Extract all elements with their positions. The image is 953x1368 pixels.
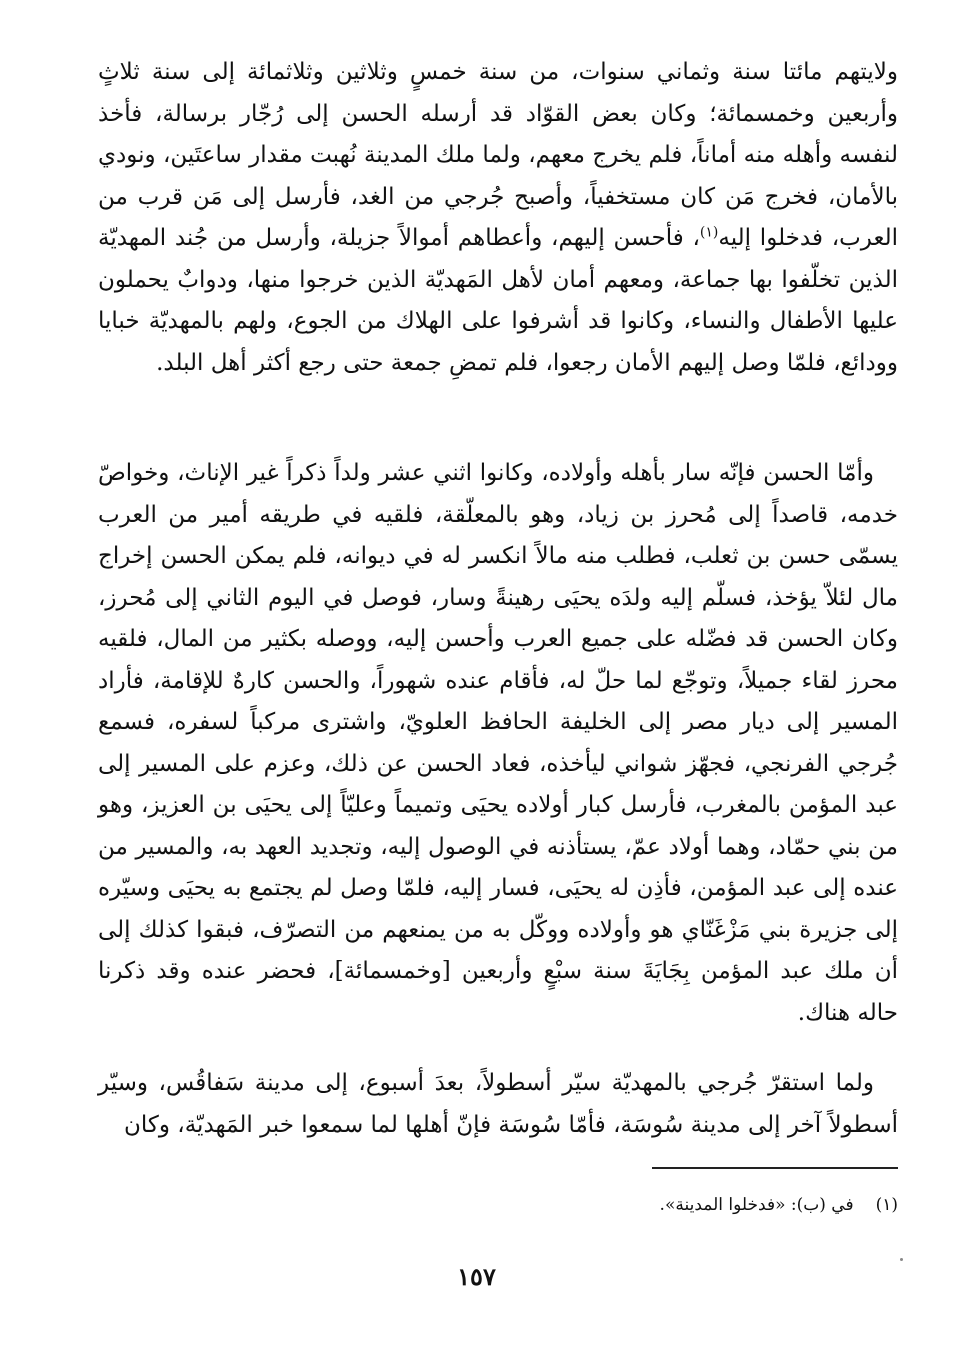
scan-speck: [900, 1258, 903, 1261]
footnote-number: (١): [875, 1195, 898, 1215]
paragraph-3: [98, 1063, 898, 1146]
footnote-divider: [652, 1167, 898, 1169]
paragraph-3-text: ولما استقرّ جُرجي بالمهديّة سيّر أسطولاً، بعدَ أسبوع، إلى مدينة سَفاقُس، وسيّر أسطولاً آخر إلى مدينة سُوسَة، فأمّا سُوسَة فإنّ أهلها لما سمعوا خبر المَهديّة، وكان: [98, 1070, 898, 1138]
footnote-reference: (١): [699, 224, 719, 241]
footnote-text: في (ب): «فدخلوا المدينة».: [659, 1195, 854, 1215]
paragraph-1: [98, 52, 898, 384]
paragraph-1-text: [98, 52, 898, 384]
paragraph-1-part-a: ولايتهم مائتا سنة وثماني سنوات، من سنة خمسٍ وثلاثين وثلاثمائة إلى سنة ثلاثٍ وأربعين وخمسمائة؛ وكان بعض القوّاد قد أرسله الحسن إلى رُجّار برسالة، فأخذ لنفسه وأهله منه أماناً، فلم يخرج معهم، ولما ملك المدينة نُهبت مقدار ساعتَين، ونودي بالأمان، فخرج مَن كان مستخفياً، وأصبح جُرجي من الغد، فأرسل إلى مَن قرب من العرب، فدخلوا إليه: [98, 59, 898, 251]
footnote: [478, 1192, 898, 1218]
paragraph-1-part-b: ، فأحسن إليهم، وأعطاهم أموالاً جزيلة، وأرسل من جُند المهديّة الذين تخلّفوا بها جماعة، ومعهم أمان لأهل المَهديّة الذين خرجوا منها، ودوابٌ يحملون عليها الأطفال والنساء، وكانوا قد أشرفوا على الهلاك من الجوع، ولهم بالمهديّة خبايا وودائع، فلمّا وصل إليهم الأمان رجعوا، فلم تمضِ جمعة حتى رجع أكثر أهل البلد.: [98, 225, 898, 376]
paragraph-2-text: وأمّا الحسن فإنّه سار بأهله وأولاده، وكانوا اثني عشر ولداً ذكراً غير الإناث، وخواصّ خدمه، قاصداً إلى مُحرز بن زياد، وهو بالمعلّقة، فلقيه في طريقه أمير من العرب يسمّى حسن بن ثعلب، فطلب منه مالاً انكسر له في ديوانه، فلم يمكن الحسن إخراج مال لئلاّ يؤخذ، فسلّم إليه ولدَه يحيَى رهينةً وسار، فوصل في اليوم الثاني إلى مُحرز، وكان الحسن قد فضّله على جميع العرب وأحسن إليه، ووصله بكثير من المال، فلقيه محرز لقاء جميلاً، وتوجّع لما حلّ له، فأقام عنده شهوراً، والحسن كارهٌ للإقامة، فأراد المسير إلى ديار مصر إلى الخليفة الحافظ العلويّ، واشترى مركباً لسفره، فسمع جُرجي الفرنجي، فجهّز شواني ليأخذه، فعاد الحسن عن ذلك، وعزم على المسير إلى عبد المؤمن بالمغرب، فأرسل كبار أولاده يحيَى وتميماً وعليّاً إلى يحيَى بن العزيز، وهو من بني حمّاد، وهما أولاد عمّ، يستأذنه في الوصول إليه، وتجديد العهد به، والمسير من عنده إلى عبد المؤمن، فأذِن له يحيَى، فسار إليه، فلمّا وصل لم يجتمع به يحيَى وسيّره إلى جزيرة بني مَزْغَنّاي هو وأولاده ووكّل به من يمنعهم من التصرّف، فبقوا كذلك إلى أن ملك عبد المؤمن بِجَايَةَ سنة سبْعٍ وأربعين [وخمسمائة]، فحضر عنده وقد ذكرنا حاله هناك.: [98, 460, 898, 1026]
page-number: ١٥٧: [457, 1262, 496, 1291]
paragraph-2: [98, 453, 898, 1034]
